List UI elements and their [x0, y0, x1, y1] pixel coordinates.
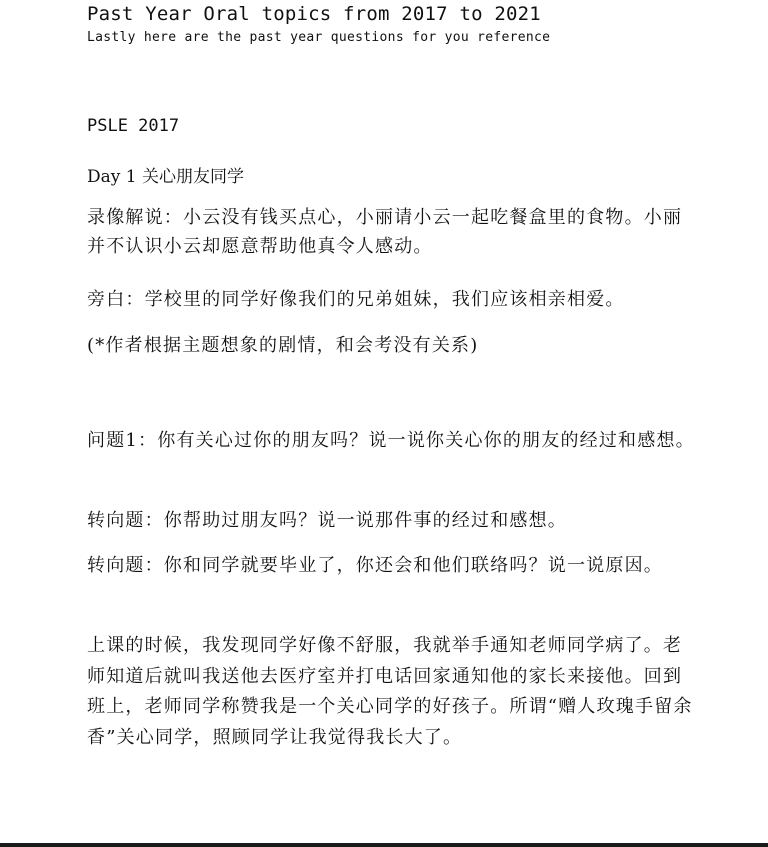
- day-heading: Day 1 关心朋友同学: [87, 167, 244, 187]
- author-note: (*作者根据主题想象的剧情，和会考没有关系): [87, 335, 479, 356]
- section-heading: PSLE 2017: [87, 116, 180, 136]
- sample-answer-paragraph: 上课的时候，我发现同学好像不舒服，我就举手通知老师同学病了。老师知道后就叫我送他去医疗室并打电话回家通知他的家长来接他。回到班上，老师同学称赞我是一个关心同学的好孩子。所谓“赠人玫瑰手留余香”关心同学，照顾同学让我觉得我长大了。: [87, 635, 693, 748]
- video-description-paragraph: 录像解说：小云没有钱买点心，小丽请小云一起吃餐盒里的食物。小丽并不认识小云却愿意帮助他真令人感动。: [87, 207, 683, 257]
- question-1: 问题1：你有关心过你的朋友吗？说一说你关心你的朋友的经过和感想。: [87, 430, 695, 451]
- turn-question-1: 转向题：你帮助过朋友吗？说一说那件事的经过和感想。: [87, 510, 567, 531]
- page-subtitle: Lastly here are the past year questions for you reference: [87, 30, 551, 45]
- page-title: Past Year Oral topics from 2017 to 2021: [87, 3, 541, 25]
- page-bottom-border: [0, 843, 768, 847]
- turn-question-2: 转向题：你和同学就要毕业了，你还会和他们联络吗？说一说原因。: [87, 555, 663, 576]
- narration-paragraph: 旁白：学校里的同学好像我们的兄弟姐妹，我们应该相亲相爱。: [87, 289, 625, 310]
